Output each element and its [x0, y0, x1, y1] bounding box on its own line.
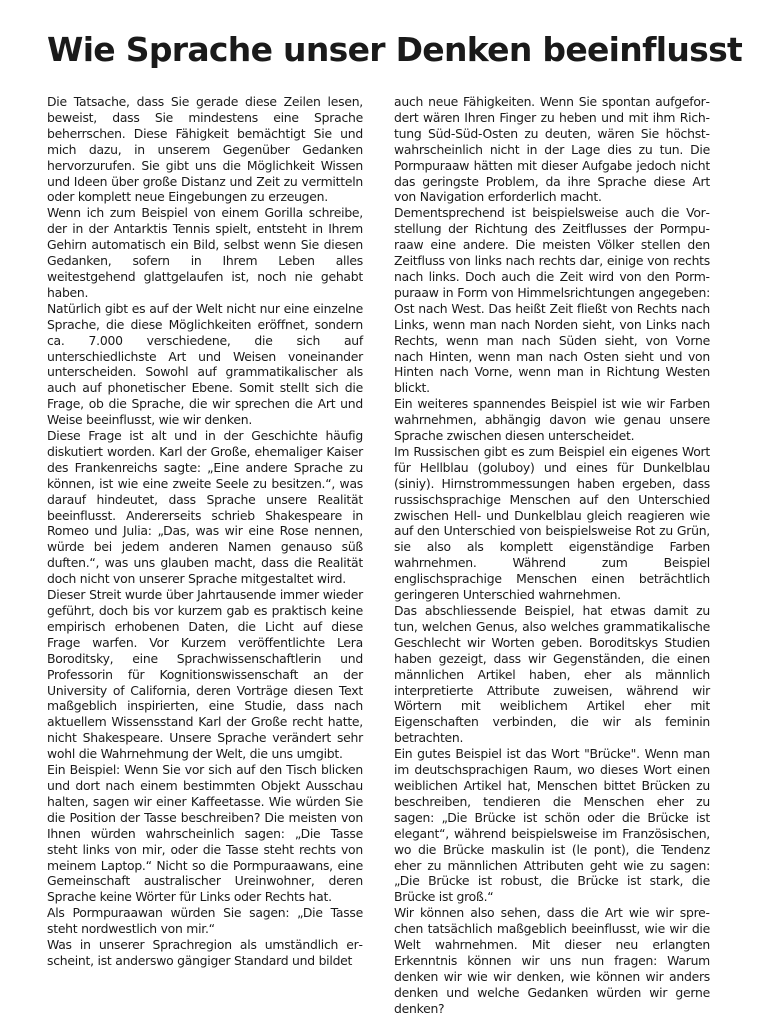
- paragraph: Dementsprechend ist beispielsweise auch die Vorstellung der Richtung des Zeitflusses der Pormpuraaw eine andere. Die meisten Völker stellen den Zeitfluss von links nach rechts dar, einige von rechts nach links. Doch auch die Zeit wird von den Pormpuraaw in Form von Himmelsrichtungen angegeben: Ost nach West. Das heißt Zeit fließt von Rechts nach Links, wenn man nach Norden sieht, von Links nach Rechts, wenn man nach Süden sieht, von Vorne nach Hinten, wenn man nach Osten sieht und von Hinten nach Vorne, wenn man in Richtung Westen blickt.: [394, 205, 710, 396]
- paragraph: Das abschliessende Beispiel, hat etwas damit zu tun, welchen Genus, also welches grammatikalische Geschlecht wir Worten geben. Boroditskys Studien haben gezeigt, dass wir Gegenständen, die einen männlichen Artikel haben, eher als männlich interpretierte Attribute zuweisen, während wir Wörtern mit weiblichem Artikel eher mit Eigenschaften verbinden, die wir als feminin betrachten.: [394, 603, 710, 746]
- paragraph: Ein Beispiel: Wenn Sie vor sich auf den Tisch blicken und dort nach einem bestimmten Objekt Ausschau halten, sagen wir einer Kaffeetasse. Wie würden Sie die Position der Tasse beschreiben? Die meisten von Ihnen würden wahrscheinlich sagen: „Die Tasse steht links von mir, oder die Tasse steht rechts von meinem Laptop.“ Nicht so die Pormpuraawans, eine Gemeinschaft australischer Ureinwohner, deren Sprache keine Wörter für Links oder Rechts hat.: [47, 762, 363, 905]
- paragraph: Ein weiteres spannendes Beispiel ist wie wir Farben wahrnehmen, abhängig davon wie genau unsere Sprache zwischen diesen unterscheidet.: [394, 396, 710, 444]
- paragraph: Als Pormpuraawan würden Sie sagen: „Die Tasse steht nordwestlich von mir.“: [47, 905, 363, 937]
- paragraph: auch neue Fähigkeiten. Wenn Sie spontan aufgefordert wären Ihren Finger zu heben und mit ihm Richtung Süd-Süd-Osten zu deuten, wären Sie höchstwahrscheinlich nicht in der Lage dies zu tun. Die Pormpuraaw hätten mit dieser Aufgabe jedoch nicht das geringste Problem, da ihre Sprache diese Art von Navigation erforderlich macht.: [394, 94, 710, 205]
- paragraph: Im Russischen gibt es zum Beispiel ein eigenes Wort für Hellblau (goluboy) und eines für Dunkelblau (siniy). Hirnstrommessungen haben ergeben, dass russischsprachige Menschen auf den Unterschied zwischen Hell- und Dunkelblau gleich reagieren wie auf den Unterschied von beispielsweise Rot zu Grün, sie also als komplett eigenständige Farben wahrnehmen. Während zum Beispiel englischsprachige Menschen einen beträchtlich geringeren Unterschied wahrnehmen.: [394, 443, 710, 603]
- paragraph: Dieser Streit wurde über Jahrtausende immer wieder geführt, doch bis vor kurzem gab es praktisch keine empirisch erhobenen Daten, die Licht auf diese Frage warfen. Vor Kurzem veröffentlichte Lera Boroditsky, eine Sprachwissenschaftlerin und Professorin für Kognitionswissenschaft an der University of California, deren Vorträge diesen Text maßgeblich inspirierten, eine Studie, dass nach aktuellem Wissensstand Karl der Große recht hatte, nicht Shakespeare. Unsere Sprache verändert sehr wohl die Wahrnehmung der Welt, die uns umgibt.: [47, 587, 363, 762]
- right-column: [394, 94, 710, 1017]
- paragraph: Diese Frage ist alt und in der Geschichte häufig diskutiert worden. Karl der Große, ehemaliger Kaiser des Frankenreichs sagte: „Eine andere Sprache zu können, ist wie eine zweite Seele zu besitzen.“, was darauf hindeutet, dass Sprache unsere Realität beeinflusst. Andererseits schrieb Shakespeare in Romeo und Julia: „Das, was wir eine Rose nennen, würde bei jedem anderen Namen genauso süß duften.“, was uns glauben macht, dass die Realität doch nicht von unserer Sprache mitgestaltet wird.: [47, 428, 363, 587]
- paragraph: Wenn ich zum Beispiel von einem Gorilla schreibe, der in der Antarktis Tennis spielt, entsteht in Ihrem Gehirn automatisch ein Bild, selbst wenn Sie diesen Gedanken, sofern in Ihrem Leben alles weitestgehend glattgelaufen ist, noch nie gehabt haben.: [47, 205, 363, 300]
- article-title: Wie Sprache unser Denken beeinflusst: [47, 30, 743, 69]
- paragraph: Die Tatsache, dass Sie gerade diese Zeilen lesen, beweist, dass Sie mindestens eine Sprache beherrschen. Diese Fähigkeit bemächtigt Sie und mich dazu, in unserem Gegenüber Gedanken hervorzurufen. Sie gibt uns die Möglichkeit Wissen und Ideen über große Distanz und Zeit zu vermitteln oder komplett neue Eingebungen zu erzeugen.: [47, 94, 363, 205]
- paragraph: Ein gutes Beispiel ist das Wort "Brücke". Wenn man im deutschsprachigen Raum, wo dieses Wort einen weiblichen Artikel hat, Menschen bittet Brücken zu beschreiben, tendieren die Menschen eher zu sagen: „Die Brücke ist schön oder die Brücke ist elegant“, während beispielsweise im Französischen, wo die Brücke maskulin ist (le pont), die Tendenz eher zu männlichen Attributen geht wie zu sagen: „Die Brücke ist robust, die Brücke ist stark, die Brücke ist groß.“: [394, 746, 710, 905]
- paragraph: Natürlich gibt es auf der Welt nicht nur eine einzelne Sprache, die diese Möglichkeiten eröffnet, sondern ca. 7.000 verschiedene, die sich auf unterschiedlichste Art und Weisen voneinander unterscheiden. Sowohl auf grammatikalischer als auch auf phonetischer Ebene. Somit stellt sich die Frage, ob die Sprache, die wir sprechen die Art und Weise beeinflusst, wie wir denken.: [47, 300, 363, 428]
- article-page: [47, 0, 743, 1024]
- paragraph: Was in unserer Sprachregion als umständlich erscheint, ist anderswo gängiger Standard und bildet: [47, 937, 363, 968]
- left-column: [47, 94, 363, 969]
- paragraph: Wir können also sehen, dass die Art wie wir sprechen tatsächlich maßgeblich beeinflusst, wie wir die Welt wahrnehmen. Mit dieser neu erlangten Erkenntnis können wir uns nun fragen: Warum denken wir wie wir denken, wie können wir anders denken und welche Gedanken würden wir gerne denken?: [394, 905, 710, 1016]
